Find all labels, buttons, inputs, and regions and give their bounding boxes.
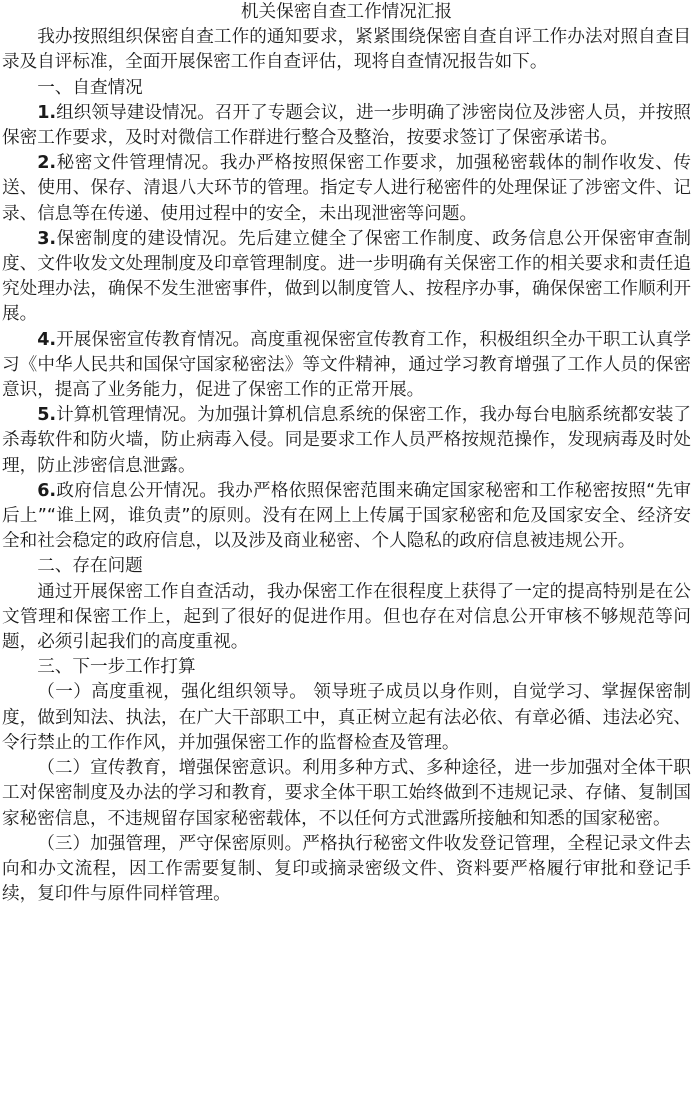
item-number: 6. bbox=[37, 480, 57, 501]
section1-item-5 bbox=[2, 403, 691, 479]
section1-item-3 bbox=[2, 227, 691, 328]
item-text: 保密制度的建设情况。先后建立健全了保密工作制度、政务信息公开保密审查制度、文件收发文处理制度及印章管理制度。进一步明确有关保密工作的相关要求和责任追究处理办法，确保不发生泄密事件，做到以制度管人、按程序办事，确保保密工作顺利开展。 bbox=[2, 228, 691, 325]
document-title: 机关保密自查工作情况汇报 bbox=[240, 2, 453, 22]
item-number: 4. bbox=[37, 329, 57, 350]
item-number: 3. bbox=[37, 228, 57, 249]
section1-item-4 bbox=[2, 328, 691, 404]
section1-item-1 bbox=[2, 101, 691, 151]
section-heading-2: 二、存在问题 bbox=[37, 556, 143, 577]
item-number: 2. bbox=[37, 153, 57, 174]
section3-item-2: （二）宣传教育，增强保密意识。利用多种方式、多种途径，进一步加强对全体干职工对保密制度及办法的学习和教育，要求全体干职工始终做到不违规记录、存储、复制国家秘密信息，不违规留存国家秘密载体，不以任何方式泄露所接触和知悉的国家秘密。 bbox=[2, 758, 691, 829]
section1-item-6 bbox=[2, 479, 691, 555]
section3-item-3: （三）加强管理，严守保密原则。严格执行秘密文件收发登记管理，全程记录文件去向和办文流程，因工作需要复制、复印或摘录密级文件、资料要严格履行审批和登记手续，复印件与原件同样管理。 bbox=[2, 833, 691, 905]
item-text: 开展保密宣传教育情况。高度重视保密宣传教育工作，积极组织全办干职工认真学习《中华人民共和国保守国家秘密法》等文件精神，通过学习教育增强了工作人员的保密意识，提高了业务能力，促进了保密工作的正常开展。 bbox=[2, 329, 691, 401]
item-text: 政府信息公开情况。我办严格依照保密范围来确定国家秘密和工作秘密按照“先审后上”“谁上网，谁负责”的原则。没有在网上上传属于国家秘密和危及国家安全、经济安全和社会稳定的政府信息，以及涉及商业秘密、个人隐私的政府信息被违规公开。 bbox=[2, 480, 691, 552]
item-number: 5. bbox=[37, 405, 57, 426]
item-text: 计算机管理情况。为加强计算机信息系统的保密工作，我办每台电脑系统都安装了杀毒软件和防火墙，防止病毒入侵。同是要求工作人员严格按规范操作，发现病毒及时处理，防止涉密信息泄露。 bbox=[2, 405, 691, 476]
section2-paragraph: 通过开展保密工作自查活动，我办保密工作在很程度上获得了一定的提高特别是在公文管理和保密工作上，起到了很好的促进作用。但也存在对信息公开审核不够规范等问题，必须引起我们的高度重视。 bbox=[2, 581, 691, 653]
section-heading-1: 一、自查情况 bbox=[37, 77, 143, 98]
section3-item-1: （一）高度重视，强化组织领导。 领导班子成员以身作则，自觉学习、掌握保密制度，做到知法、执法，在广大干部职工中，真正树立起有法必依、有章必循、违法必究、令行禁止的工作作风，并加强保密工作的监督检查及管理。 bbox=[2, 682, 691, 753]
section-heading-3: 三、下一步工作打算 bbox=[37, 657, 196, 678]
section1-item-2 bbox=[2, 151, 691, 227]
item-text: 组织领导建设情况。召开了专题会议，进一步明确了涉密岗位及涉密人员，并按照保密工作要求，及时对微信工作群进行整合及整治，按要求签订了保密承诺书。 bbox=[2, 102, 691, 149]
intro-paragraph: 我办按照组织保密自查工作的通知要求，紧紧围绕保密自查自评工作办法对照自查目录及自评标准，全面开展保密工作自查评估，现将自查情况报告如下。 bbox=[2, 27, 691, 73]
item-text: 秘密文件管理情况。我办严格按照保密工作要求，加强秘密载体的制作收发、传送、使用、保存、清退八大环节的管理。指定专人进行秘密件的处理保证了涉密文件、记录、信息等在传递、使用过程中的安全，未出现泄密等问题。 bbox=[2, 153, 691, 224]
item-number: 1. bbox=[37, 102, 57, 123]
